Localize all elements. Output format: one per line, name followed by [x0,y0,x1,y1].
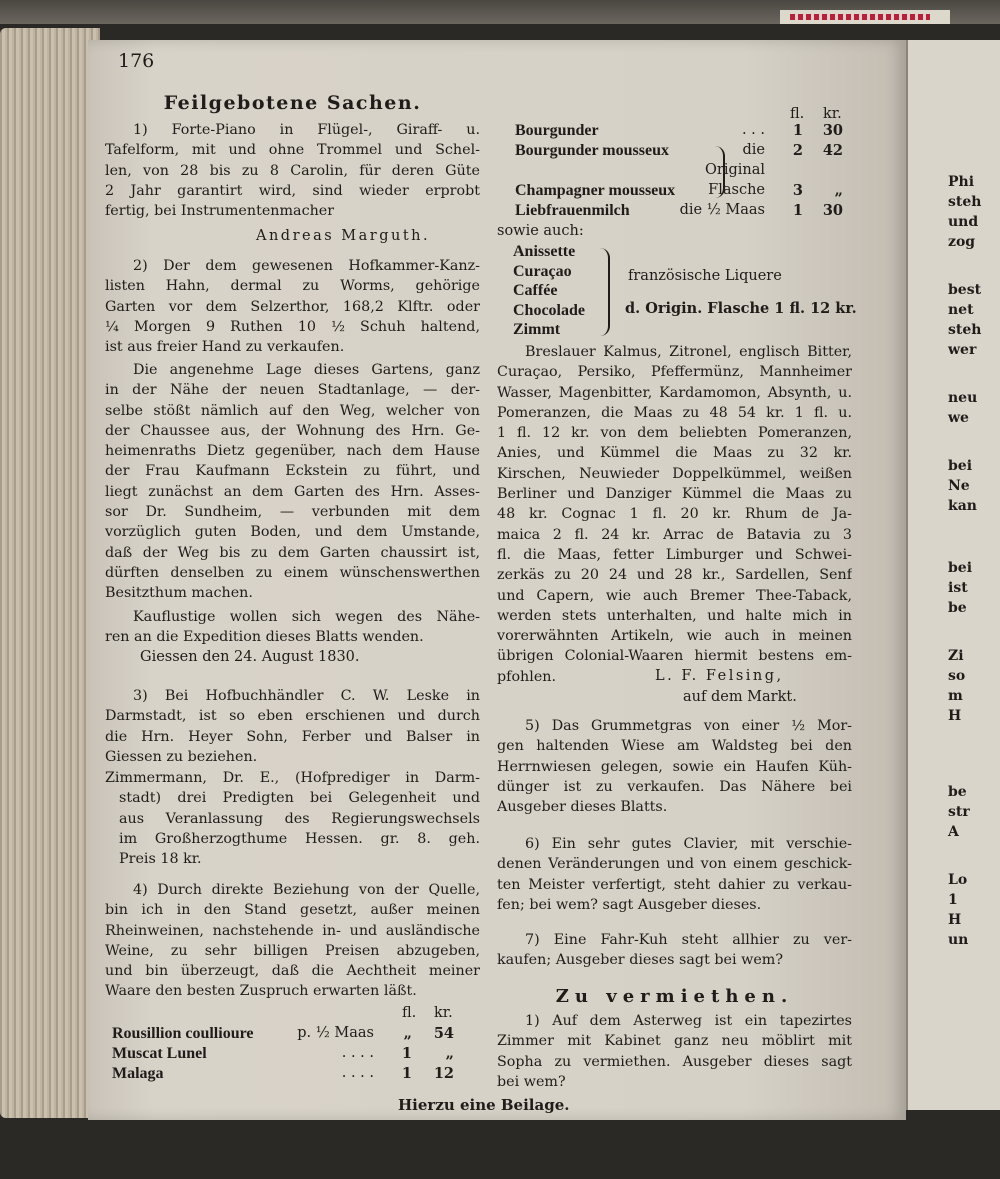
price-kr: 30 [822,202,843,219]
text-line: sor Dr. Sundheim, — verbunden mit dem [105,504,480,521]
list-item [948,530,981,544]
text-line: Preis 18 kr. [119,851,202,868]
text-line: 3) Bei Hofbuchhändler C. W. Leske in [133,688,480,704]
wine-unit: die [742,142,765,158]
list-item: be [948,600,967,616]
ad-4-location: auf dem Markt. [683,689,797,705]
price-fl: 1 [401,1065,412,1082]
text-line: Zimmermann, Dr. E., (Hofprediger in Darm- [105,770,480,786]
list-item: neu [948,390,978,406]
text-line: Breslauer Kalmus, Zitronel, englisch Bitter, [525,344,852,360]
list-item [948,428,981,442]
sowie-auch: sowie auch: [497,223,584,239]
text-line: Curaçao, Persiko, Pfeffermünz, Mannheimer [497,364,852,381]
facing-page-text [948,172,981,950]
wine-price-table-right [515,106,855,226]
ad-4-wines [105,880,480,1002]
wine-unit: . . . . [341,1065,374,1081]
wine-unit: . . . [741,122,765,138]
text-line: heimenraths Dietz gegenüber, nach dem Hause [105,443,480,460]
text-line: aus Veranlassung des Regierungswechsels [119,810,480,827]
text-line: ren an die Expedition dieses Blatts wenden. [105,629,424,646]
text-line: Darmstadt, ist so eben erschienen und durch [105,708,480,725]
text-line: 1) Forte-Piano in Flügel-, Giraff- u. [133,122,480,138]
price-fl: 2 [792,142,803,159]
list-item [948,754,981,768]
price-kr: „ [834,182,843,199]
list-item: be [948,784,967,800]
ad-2-date: Giessen den 24. August 1830. [140,649,360,665]
text-line: Rheinweinen, nachstehende in- und ausländische [105,922,480,939]
list-item: net [948,302,974,318]
wine-price-table-left [112,1005,462,1085]
list-item: Caffée [513,282,558,299]
text-line: 7) Eine Fahr-Kuh steht allhier zu ver- [525,932,852,948]
text-line: maica 2 fl. 24 kr. Arrac de Batavia zu 3 [497,526,852,543]
list-item: Lo [948,872,968,888]
list-item: Phi [948,174,975,190]
list-item: H [948,708,962,724]
list-item: steh [948,194,982,210]
list-item [948,544,981,558]
text-line: fen; bei wem? sagt Ausgeber dieses. [497,896,762,913]
ad-5-grass [497,716,852,817]
text-line: zerkäs zu 20 24 und 28 kr., Sardellen, Senf [497,567,852,584]
list-item: Anissette [513,243,576,260]
text-line: listen Hahn, dermal zu Worms, gehörige [105,278,480,295]
text-line: daß der Weg bis zu dem Garten chaussirt ist, [105,544,480,561]
wine-name: Bourgunder [515,122,599,139]
text-line: 5) Das Grummetgras von einer ½ Mor- [525,718,852,734]
text-line: Zimmer mit Kabinet ganz neu möblirt mit [497,1033,852,1050]
price-fl: 1 [792,122,803,139]
section-title-for-rent: Zu vermiethen. [555,986,794,1007]
text-line: vorerwähnten Artikeln, wie auch in meinen [497,628,852,645]
text-line: ist aus freier Hand zu verkaufen. [105,339,345,356]
text-line: kaufen; Ausgeber dieses sagt bei wem? [497,952,784,969]
list-item: best [948,282,982,298]
list-item: we [948,410,969,426]
list-item [948,740,981,754]
text-line: dünger ist zu verkaufen. Das Nähere bei [497,778,852,795]
text-line: fl. die Maas, fetter Limburger und Schwei- [497,546,852,563]
text-line: und Capern, wie auch Bremer Thee-Taback, [497,587,852,604]
col-kr: kr. [823,106,842,122]
price-fl: 1 [792,202,803,219]
text-line: stadt) drei Predigten bei Gelegenheit und [119,790,480,807]
list-item: 1 [948,892,958,908]
ad-1-piano [105,120,480,221]
price-kr: 12 [433,1065,454,1082]
ad-2-description [105,360,480,604]
text-line: Sopha zu vermiethen. Ausgeber dieses sagt [497,1053,852,1070]
text-line: bin ich in den Stand gesetzt, außer meinen [105,902,480,919]
list-item: str [948,804,970,820]
text-line: übrigen Colonial-Waaren hiermit bestens em- [497,648,852,665]
supplement-note: Hierzu eine Beilage. [398,1096,570,1114]
price-kr: 54 [433,1025,454,1042]
ad-7-cow [497,930,852,971]
text-line: im Großherzogthume Hessen. gr. 8. geh. [119,830,480,847]
liqueur-price: d. Origin. Flasche 1 fl. 12 kr. [625,300,857,317]
ad-4-signature: L. F. Felsing, [655,668,784,684]
wine-name: Liebfrauenmilch [515,202,630,219]
wine-name: Muscat Lunel [112,1045,207,1062]
text-line: pfohlen. [497,668,557,685]
list-item: bei [948,560,973,576]
text-line: Anies, und Kümmel die Maas zu 32 kr. [497,445,852,462]
wine-name: Bourgunder mousseux [515,142,669,159]
wine-unit: die ½ Maas [679,202,765,218]
list-item: m [948,688,963,704]
list-item [948,360,981,374]
text-line: Weine, zu sehr billigen Preisen abzugeben, [105,942,480,959]
ad-3-book [105,686,480,767]
list-item: un [948,932,969,948]
list-item [948,726,981,740]
price-fl: 1 [401,1045,412,1062]
text-line: len, von 28 bis zu 8 Carolin, für deren Güte [105,162,480,179]
ad-1-signature: Andreas Marguth. [256,228,431,244]
wine-name: Rousillion coullioure [112,1025,254,1042]
text-line: der Frau Kaufmann Eckstein zu führt, und [105,463,480,480]
ad-2-garden [105,256,480,357]
text-line: der Chaussee aus, der Wohnung des Hrn. Ge- [105,422,480,439]
text-line: Berliner und Danziger Kümmel die Maas zu [497,486,852,503]
text-line: Herrnwiesen gelegen, sowie ein Haufen Küh- [497,758,852,775]
text-line: bei wem? [497,1073,566,1090]
col-fl: fl. [790,106,805,122]
text-line: 48 kr. Cognac 1 fl. 20 kr. Rhum de Ja- [497,506,852,523]
text-line: Pomeranzen, die Maas zu 48 54 kr. 1 fl. u. [497,404,852,421]
text-line: 4) Durch direkte Beziehung von der Quelle, [133,882,480,898]
list-item [948,266,981,280]
page-stack-edge [0,28,100,1118]
list-item: Zi [948,648,964,664]
list-item: kan [948,498,977,514]
ad-4-continued [497,342,852,687]
wine-name: Champagner mousseux [515,182,676,199]
list-item [948,618,981,632]
text-line: liegt zunächst an dem Garten des Hrn. Asses- [105,483,480,500]
text-line: denen Veränderungen und von einem geschick- [497,856,852,873]
list-item: A [948,824,959,840]
price-fl: „ [403,1025,412,1042]
list-item: Ne [948,478,970,494]
text-line: Giessen zu beziehen. [105,748,258,765]
ad-6-clavier [497,834,852,915]
text-line: fertig, bei Instrumentenmacher [105,203,335,220]
text-line: Ausgeber dieses Blatts. [497,799,668,816]
list-item [948,252,981,266]
text-line: selbe stößt nämlich auf den Weg, welcher von [105,402,480,419]
list-item: so [948,668,966,684]
text-line: 1) Auf dem Asterweg ist ein tapezirtes [525,1013,852,1029]
text-line: Garten vor dem Selzerthor, 168,2 Klftr. oder [105,298,480,315]
wine-name: Malaga [112,1065,164,1082]
text-line: die Hrn. Heyer Sohn, Ferber und Balser in [105,728,480,745]
list-item: zog [948,234,976,250]
ad-2-contact [105,607,480,648]
text-line: in der Nähe der neuen Stadtanlage, — der- [105,382,480,399]
section-title-for-sale: Feilgebotene Sachen. [163,92,422,114]
list-item: ist [948,580,968,596]
list-item: Curaçao [513,262,572,280]
list-item [948,374,981,388]
text-line: werden stets unterhalten, und halte mich in [497,607,852,624]
list-item [948,442,981,456]
text-line: Tafelform, mit und ohne Trommel und Schel- [105,142,480,159]
list-item [948,516,981,530]
text-line: Wasser, Magenbitter, Kardamomon, Absynth, u. [497,384,852,401]
list-item: wer [948,342,977,358]
text-line: Besitzthum machen. [105,585,253,602]
text-line: ten Meister verfertigt, steht dahier zu verkau- [497,876,852,893]
text-line: und bin überzeugt, daß die Aechtheit meiner [105,963,480,980]
list-item [948,842,981,856]
text-line: vorzüglich guten Boden, und dem Umstande, [105,524,480,541]
text-line: Kirschen, Neuwieder Doppelkümmel, weißen [497,465,852,482]
rent-1-room [497,1011,852,1092]
text-line: 2 Jahr garantirt wird, sind wieder erprobt [105,182,480,199]
price-kr: 30 [822,122,843,139]
text-line: 1 fl. 12 kr. von dem beliebten Pomeranzen, [497,425,852,442]
price-kr: „ [445,1045,454,1062]
wine-unit: . . . . [341,1045,374,1061]
price-kr: 42 [822,142,843,159]
text-line: Waare den besten Zuspruch erwarten läßt. [105,983,417,1000]
page-number: 176 [118,50,155,72]
list-item: Chocolade [513,301,585,319]
col-fl: fl. [402,1005,417,1021]
list-item: Zimmt [513,321,561,338]
liqueur-description: französische Liquere [628,268,782,284]
text-line: Die angenehme Lage dieses Gartens, ganz [133,362,480,378]
wine-unit: p. ½ Maas [297,1025,374,1041]
col-kr: kr. [434,1005,453,1021]
bookmark-ribbon [780,10,950,24]
wine-unit: Original [705,162,765,178]
text-line: Kauflustige wollen sich wegen des Nähe- [133,609,480,625]
liqueur-brace [600,248,610,336]
text-line: 2) Der dem gewesenen Hofkammer-Kanz- [133,258,480,274]
list-item: bei [948,458,973,474]
text-line: gen haltenden Wiese am Waldsteg bei den [497,738,852,755]
list-item [948,632,981,646]
wine-unit: Flasche [708,182,765,198]
list-item: steh [948,322,982,338]
ad-3-title [105,768,480,869]
list-item: und [948,214,979,230]
text-line: ¼ Morgen 9 Ruthen 10 ½ Schuh haltend, [105,318,480,335]
list-item [948,768,981,782]
list-item [948,856,981,870]
price-fl: 3 [792,182,803,199]
text-line: dürften denselben zu einem wünschenswerthen [105,564,480,581]
text-line: 6) Ein sehr gutes Clavier, mit verschie- [525,836,852,852]
list-item: H [948,912,962,928]
